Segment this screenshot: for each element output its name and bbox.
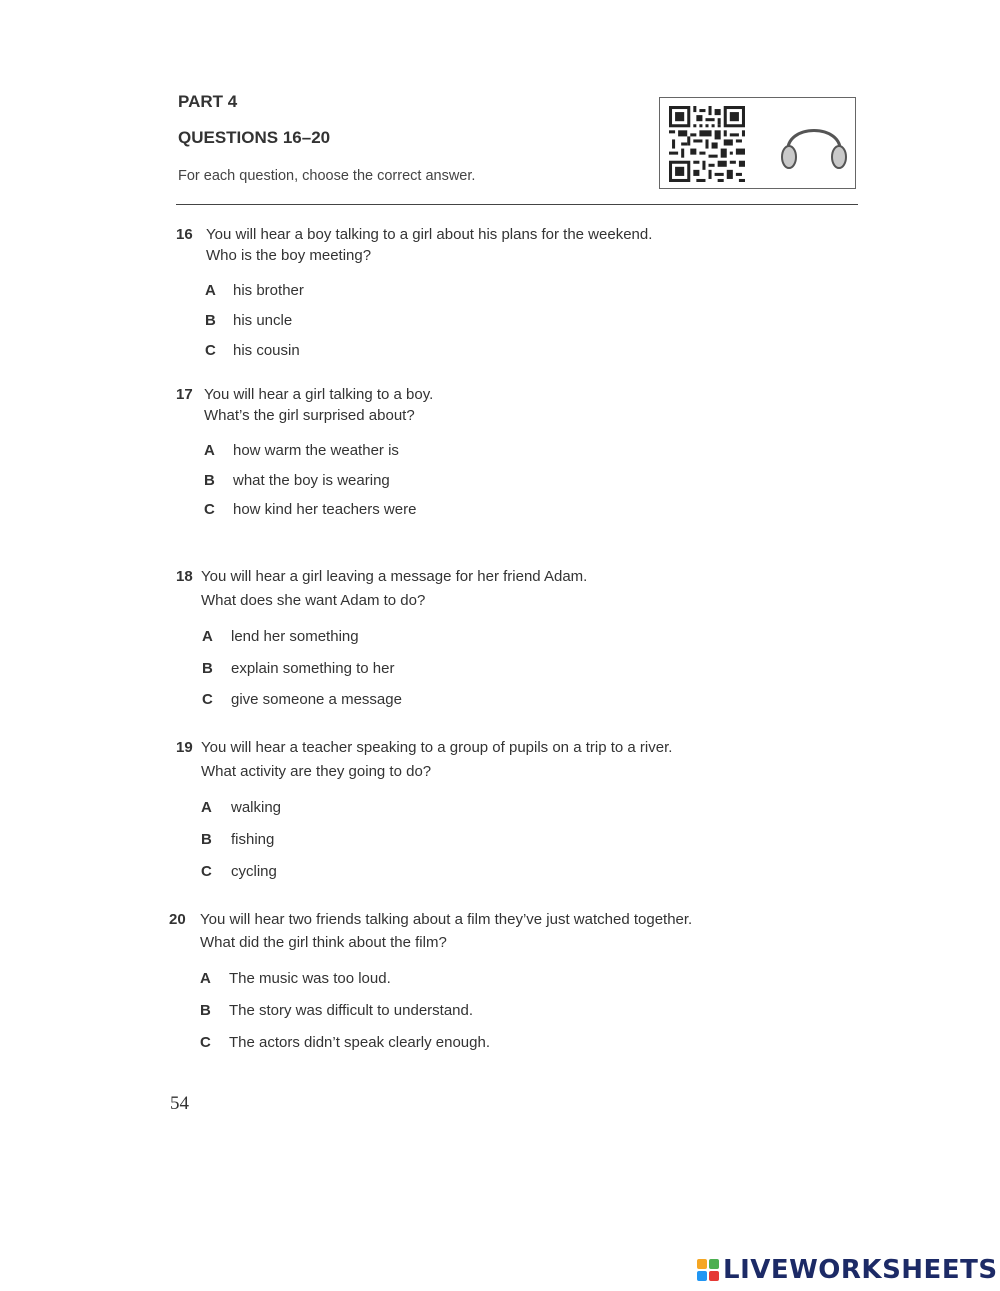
question-20 [169,911,789,1056]
option-text: how kind her teachers were [233,501,417,518]
option-letter: B [204,472,215,489]
logo-tile [709,1271,719,1281]
option-letter: A [201,799,212,816]
option-text: walking [231,799,282,816]
option-letter: C [200,1034,211,1051]
option-letter: B [202,660,213,677]
instruction-text: For each question, choose the correct answer. [178,168,476,184]
question-19 [176,739,796,884]
option-letter: A [200,970,211,987]
option-letter: A [205,282,216,299]
question-text: You will hear a girl talking to a boy. [204,386,434,403]
question-text: You will hear two friends talking about a film they’ve just watched together. [200,911,693,928]
page-number: 54 [170,1093,189,1114]
option-text: The music was too loud. [229,970,391,987]
question-number: 16 [176,226,193,243]
question-16 [176,226,776,361]
option-letter: B [201,831,212,848]
liveworksheets-logo-icon [697,1259,719,1281]
question-number: 20 [169,911,186,928]
option-letter: B [205,312,216,329]
option-letter: C [202,691,213,708]
question-number: 19 [176,739,193,756]
audio-icon-box [659,97,856,189]
logo-tile [709,1259,719,1269]
logo-tile [697,1259,707,1269]
liveworksheets-brand[interactable] [697,1254,998,1286]
option-letter: A [204,442,215,459]
header-divider [176,204,858,205]
option-letter: A [202,628,213,645]
option-text: his brother [233,282,304,299]
option-text: his cousin [233,342,300,359]
logo-tile [697,1271,707,1281]
question-prompt: What’s the girl surprised about? [204,407,415,424]
option-text: give someone a message [231,691,402,708]
question-prompt: What does she want Adam to do? [201,592,426,609]
option-text: fishing [231,831,275,848]
option-text: The story was difficult to understand. [229,1002,474,1019]
question-prompt: What activity are they going to do? [201,763,432,780]
option-text: how warm the weather is [233,442,399,459]
part-heading: PART 4 [178,92,238,111]
questions-heading: QUESTIONS 16–20 [178,128,331,147]
question-number: 18 [176,568,193,585]
option-text: explain something to her [231,660,395,677]
option-letter: C [201,863,212,880]
option-text: cycling [231,863,277,880]
brand-name: LIVEWORKSHEETS [723,1255,998,1285]
option-letter: C [205,342,216,359]
question-number: 17 [176,386,193,403]
question-text: You will hear a teacher speaking to a group of pupils on a trip to a river. [201,739,673,756]
question-18 [176,568,796,713]
qr-code-icon[interactable] [669,106,745,182]
question-prompt: Who is the boy meeting? [206,247,372,264]
question-prompt: What did the girl think about the film? [200,934,447,951]
option-letter: C [204,501,215,518]
option-text: The actors didn’t speak clearly enough. [229,1034,490,1051]
option-text: lend her something [231,628,359,645]
question-text: You will hear a boy talking to a girl about his plans for the weekend. [206,226,653,243]
headphones-icon [778,113,850,175]
question-17 [176,386,776,521]
option-letter: B [200,1002,211,1019]
option-text: what the boy is wearing [233,472,390,489]
option-text: his uncle [233,312,293,329]
question-text: You will hear a girl leaving a message for her friend Adam. [201,568,588,585]
